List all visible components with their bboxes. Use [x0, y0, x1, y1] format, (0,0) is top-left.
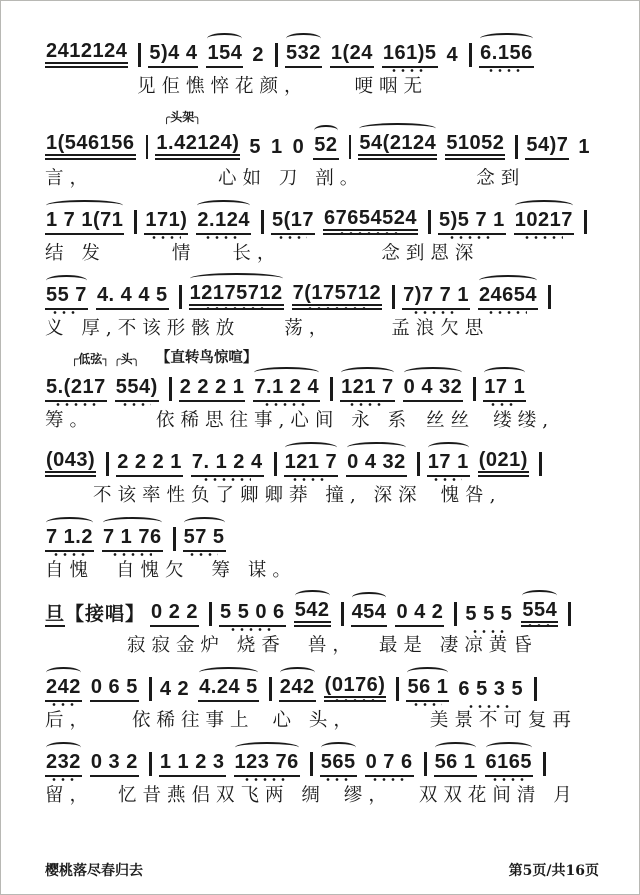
notation-row [45, 590, 599, 627]
lyric-segment: 见佢憔悴花颜， [137, 75, 309, 97]
lyric-segment: 依稀思往事,心间 永 系 [156, 409, 413, 431]
notation-row [45, 31, 599, 68]
lyric-segment: 自愧欠 [116, 559, 190, 581]
notation-token: 5(17 [271, 210, 315, 235]
score-system-4 [45, 273, 599, 339]
notation-token: 5)5 7 1 [438, 210, 506, 235]
barline [146, 135, 149, 159]
notation-row [45, 365, 599, 402]
barline [539, 452, 542, 476]
lyric-segment: 心如 刀 剖。 [218, 167, 365, 189]
notation-token: 0 7 6 [365, 752, 414, 777]
lyric-segment: 念到 [476, 167, 526, 189]
notation-token: 7. 1 2 4 [191, 452, 264, 477]
notation-token: 54(2124 [358, 133, 437, 160]
lyric-segment: 义 厚,不该形骸放 [45, 317, 241, 339]
notation-token: 532 [285, 43, 322, 68]
footer-score-title: 樱桃落尽春归去 [45, 863, 143, 879]
barline [169, 377, 172, 401]
notation-token: 542 [294, 600, 331, 627]
notation-token: 0 3 2 [90, 752, 139, 777]
barline [548, 285, 551, 309]
lyrics-row [45, 552, 599, 581]
lyric-segment: 缪， [343, 784, 393, 806]
barline [568, 602, 571, 626]
lyric-segment: 念到恩深 [381, 242, 480, 264]
barline [179, 285, 182, 309]
cue-label: 【接唱】 [65, 603, 146, 625]
barline [543, 752, 546, 776]
score-system-8 [45, 590, 599, 656]
notation-row [45, 740, 599, 777]
score-system-2 [45, 106, 599, 189]
lyric-segment: 结 发 [45, 242, 106, 264]
lyric-segment: 寂寂金炉 烧香 [127, 634, 286, 656]
annotation: 【直转鸟惊喧】 [155, 348, 258, 366]
notation-token: 24654 [478, 285, 538, 310]
barline [149, 752, 152, 776]
notation-token: 4 2 [159, 678, 190, 700]
notation-token: 52 [313, 135, 338, 160]
lyric-segment: 自愧 [45, 559, 95, 581]
notation-token: 0 2 2 [150, 602, 199, 627]
barline [149, 677, 152, 701]
lyrics-row [45, 402, 599, 431]
lyric-segment: 长， [232, 242, 282, 264]
annotation-row [45, 348, 599, 365]
annotation-row [45, 106, 599, 123]
page-footer [45, 860, 599, 880]
notation-token: 7(175712 [292, 283, 383, 310]
notation-token: 5)4 4 [148, 43, 198, 68]
lyric-segment: 忆昔燕侣双飞两 绸 [118, 784, 326, 806]
lyric-segment: 留， [45, 784, 95, 806]
barline [261, 210, 264, 234]
lyric-segment: 荡， [284, 317, 334, 339]
notation-token: 4. 4 4 5 [96, 285, 169, 310]
notation-token: 10217 [514, 210, 574, 235]
notation-token: 51052 [445, 133, 505, 160]
score-system-5 [45, 348, 599, 431]
notation-token: 0 4 32 [403, 377, 464, 402]
barline [473, 377, 476, 401]
barline [515, 135, 518, 159]
notation-token: 232 [45, 752, 82, 777]
lyric-segment: 情 [171, 242, 197, 264]
notation-row [45, 198, 599, 235]
notation-token: 2 2 2 1 [116, 452, 183, 477]
lyric-segment: 心 头， [272, 709, 358, 731]
notation-token: 1 1 2 3 [159, 752, 226, 777]
notation-token: 5.(217 [45, 377, 107, 402]
notation-token: 454 [351, 602, 388, 627]
notation-token: 17 1 [483, 377, 526, 402]
notation-token: 2 2 2 1 [179, 377, 246, 402]
notation-token: 1.42124) [155, 133, 240, 160]
barline [138, 43, 141, 67]
barline [584, 210, 587, 234]
barline [134, 210, 137, 234]
lyrics-row [45, 777, 599, 806]
notation-row [45, 123, 599, 160]
notation-token: 0 4 2 [395, 602, 444, 627]
lyrics-row [45, 477, 599, 506]
notation-token: 2412124 [45, 41, 128, 68]
notation-token: 5 [249, 136, 262, 158]
notation-token: 1(546156 [45, 133, 136, 160]
barline [349, 135, 352, 159]
lyrics-row [45, 160, 599, 189]
lyric-segment: 筹。 [45, 409, 95, 431]
lyric-segment: 不该率性负了卿卿莽 撞, 深深 [93, 484, 423, 506]
lyric-segment: 后， [45, 709, 95, 731]
score-body [45, 31, 599, 806]
barline [424, 752, 427, 776]
lyrics-row [45, 235, 599, 264]
notation-token: 4.24 5 [198, 677, 259, 702]
barline [330, 377, 333, 401]
barline [428, 210, 431, 234]
notation-token: 554) [115, 377, 159, 402]
notation-token: 12175712 [189, 283, 284, 310]
lyric-segment: 言， [45, 167, 95, 189]
lyrics-row [45, 627, 599, 656]
annotation: ┌低弦┐ [71, 352, 110, 366]
barline [417, 452, 420, 476]
notation-row [45, 273, 599, 310]
barline [534, 677, 537, 701]
notation-token: 57 5 [183, 527, 226, 552]
barline [341, 602, 344, 626]
notation-token: 2 [252, 44, 264, 66]
lyric-segment: 最是 凄凉黄昏 [378, 634, 538, 656]
notation-row [45, 440, 599, 477]
notation-token: 7 1.2 [45, 527, 94, 552]
notation-token: 6.156 [479, 43, 534, 68]
notation-token: 0 [292, 136, 305, 158]
notation-token: 56 1 [406, 677, 449, 702]
notation-token: (0176) [324, 675, 387, 702]
notation-token: 121 7 [284, 452, 339, 477]
barline [173, 527, 176, 551]
notation-token: (021) [478, 450, 529, 477]
notation-token: 242 [279, 677, 316, 702]
score-system-1 [45, 31, 599, 97]
notation-token: 1 7 1(71 [45, 210, 124, 235]
barline [469, 43, 472, 67]
notation-token: 54)7 [525, 135, 569, 160]
score-system-7 [45, 515, 599, 581]
notation-token: 161)5 [382, 43, 438, 68]
role-name: 旦 [45, 603, 66, 625]
score-system-9 [45, 665, 599, 731]
role-prefix [45, 605, 145, 627]
notation-token: 7)7 7 1 [402, 285, 470, 310]
lyrics-row [45, 68, 599, 97]
barline [396, 677, 399, 701]
notation-token: 565 [320, 752, 357, 777]
lyric-segment: 孟浪欠思 [391, 317, 490, 339]
notation-token: 242 [45, 677, 82, 702]
notation-token: 554 [521, 600, 558, 627]
notation-token: (043) [45, 450, 96, 477]
notation-token: 123 76 [234, 752, 300, 777]
notation-token: 121 7 [340, 377, 395, 402]
notation-token: 6165 [485, 752, 534, 777]
barline [310, 752, 313, 776]
annotation: ╭头架╮ [163, 110, 202, 124]
annotation: ╭头╮ [113, 352, 140, 366]
barline [209, 602, 212, 626]
barline [392, 285, 395, 309]
score-system-6 [45, 440, 599, 506]
notation-token: 1 [271, 136, 283, 158]
notation-token: 5 5 0 6 [219, 602, 286, 627]
notation-token: 56 1 [434, 752, 477, 777]
barline [275, 43, 278, 67]
notation-token: 7.1 2 4 [253, 377, 320, 402]
lyric-segment: 哽咽无 [354, 75, 429, 97]
notation-token: 7 1 76 [102, 527, 163, 552]
notation-token: 5 5 5 [465, 603, 513, 625]
notation-token: 171) [144, 210, 188, 235]
barline [274, 452, 277, 476]
notation-token: 4 [446, 44, 459, 66]
lyrics-row [45, 310, 599, 339]
notation-token: 154 [206, 43, 243, 68]
lyrics-row [45, 702, 599, 731]
lyric-segment: 缕缕, [493, 409, 555, 431]
notation-token: 55 7 [45, 285, 88, 310]
lyric-segment: 愧咎, [440, 484, 502, 506]
notation-row [45, 665, 599, 702]
notation-token: 1(24 [330, 43, 374, 68]
notation-token: 6 5 3 5 [458, 678, 524, 700]
notation-row [45, 515, 599, 552]
footer-page-number: 第5页/共16页 [508, 863, 599, 879]
notation-token: 67654524 [323, 208, 418, 235]
score-system-3 [45, 198, 599, 264]
lyric-segment: 兽， [307, 634, 357, 656]
score-system-10 [45, 740, 599, 806]
barline [454, 602, 457, 626]
notation-token: 2.124 [196, 210, 251, 235]
lyric-segment: 丝丝 [426, 409, 476, 431]
notation-token: 0 4 32 [346, 452, 407, 477]
lyric-segment: 双双花间清 月 [418, 784, 578, 806]
lyric-segment: 依稀往事上 [132, 709, 255, 731]
lyric-segment: 筹 谋。 [211, 559, 297, 581]
lyric-segment: 美景不可复再 [429, 709, 577, 731]
barline [106, 452, 109, 476]
notation-token: 0 6 5 [90, 677, 139, 702]
notation-token: 17 1 [427, 452, 470, 477]
barline [269, 677, 272, 701]
notation-token: 1 [578, 136, 590, 158]
